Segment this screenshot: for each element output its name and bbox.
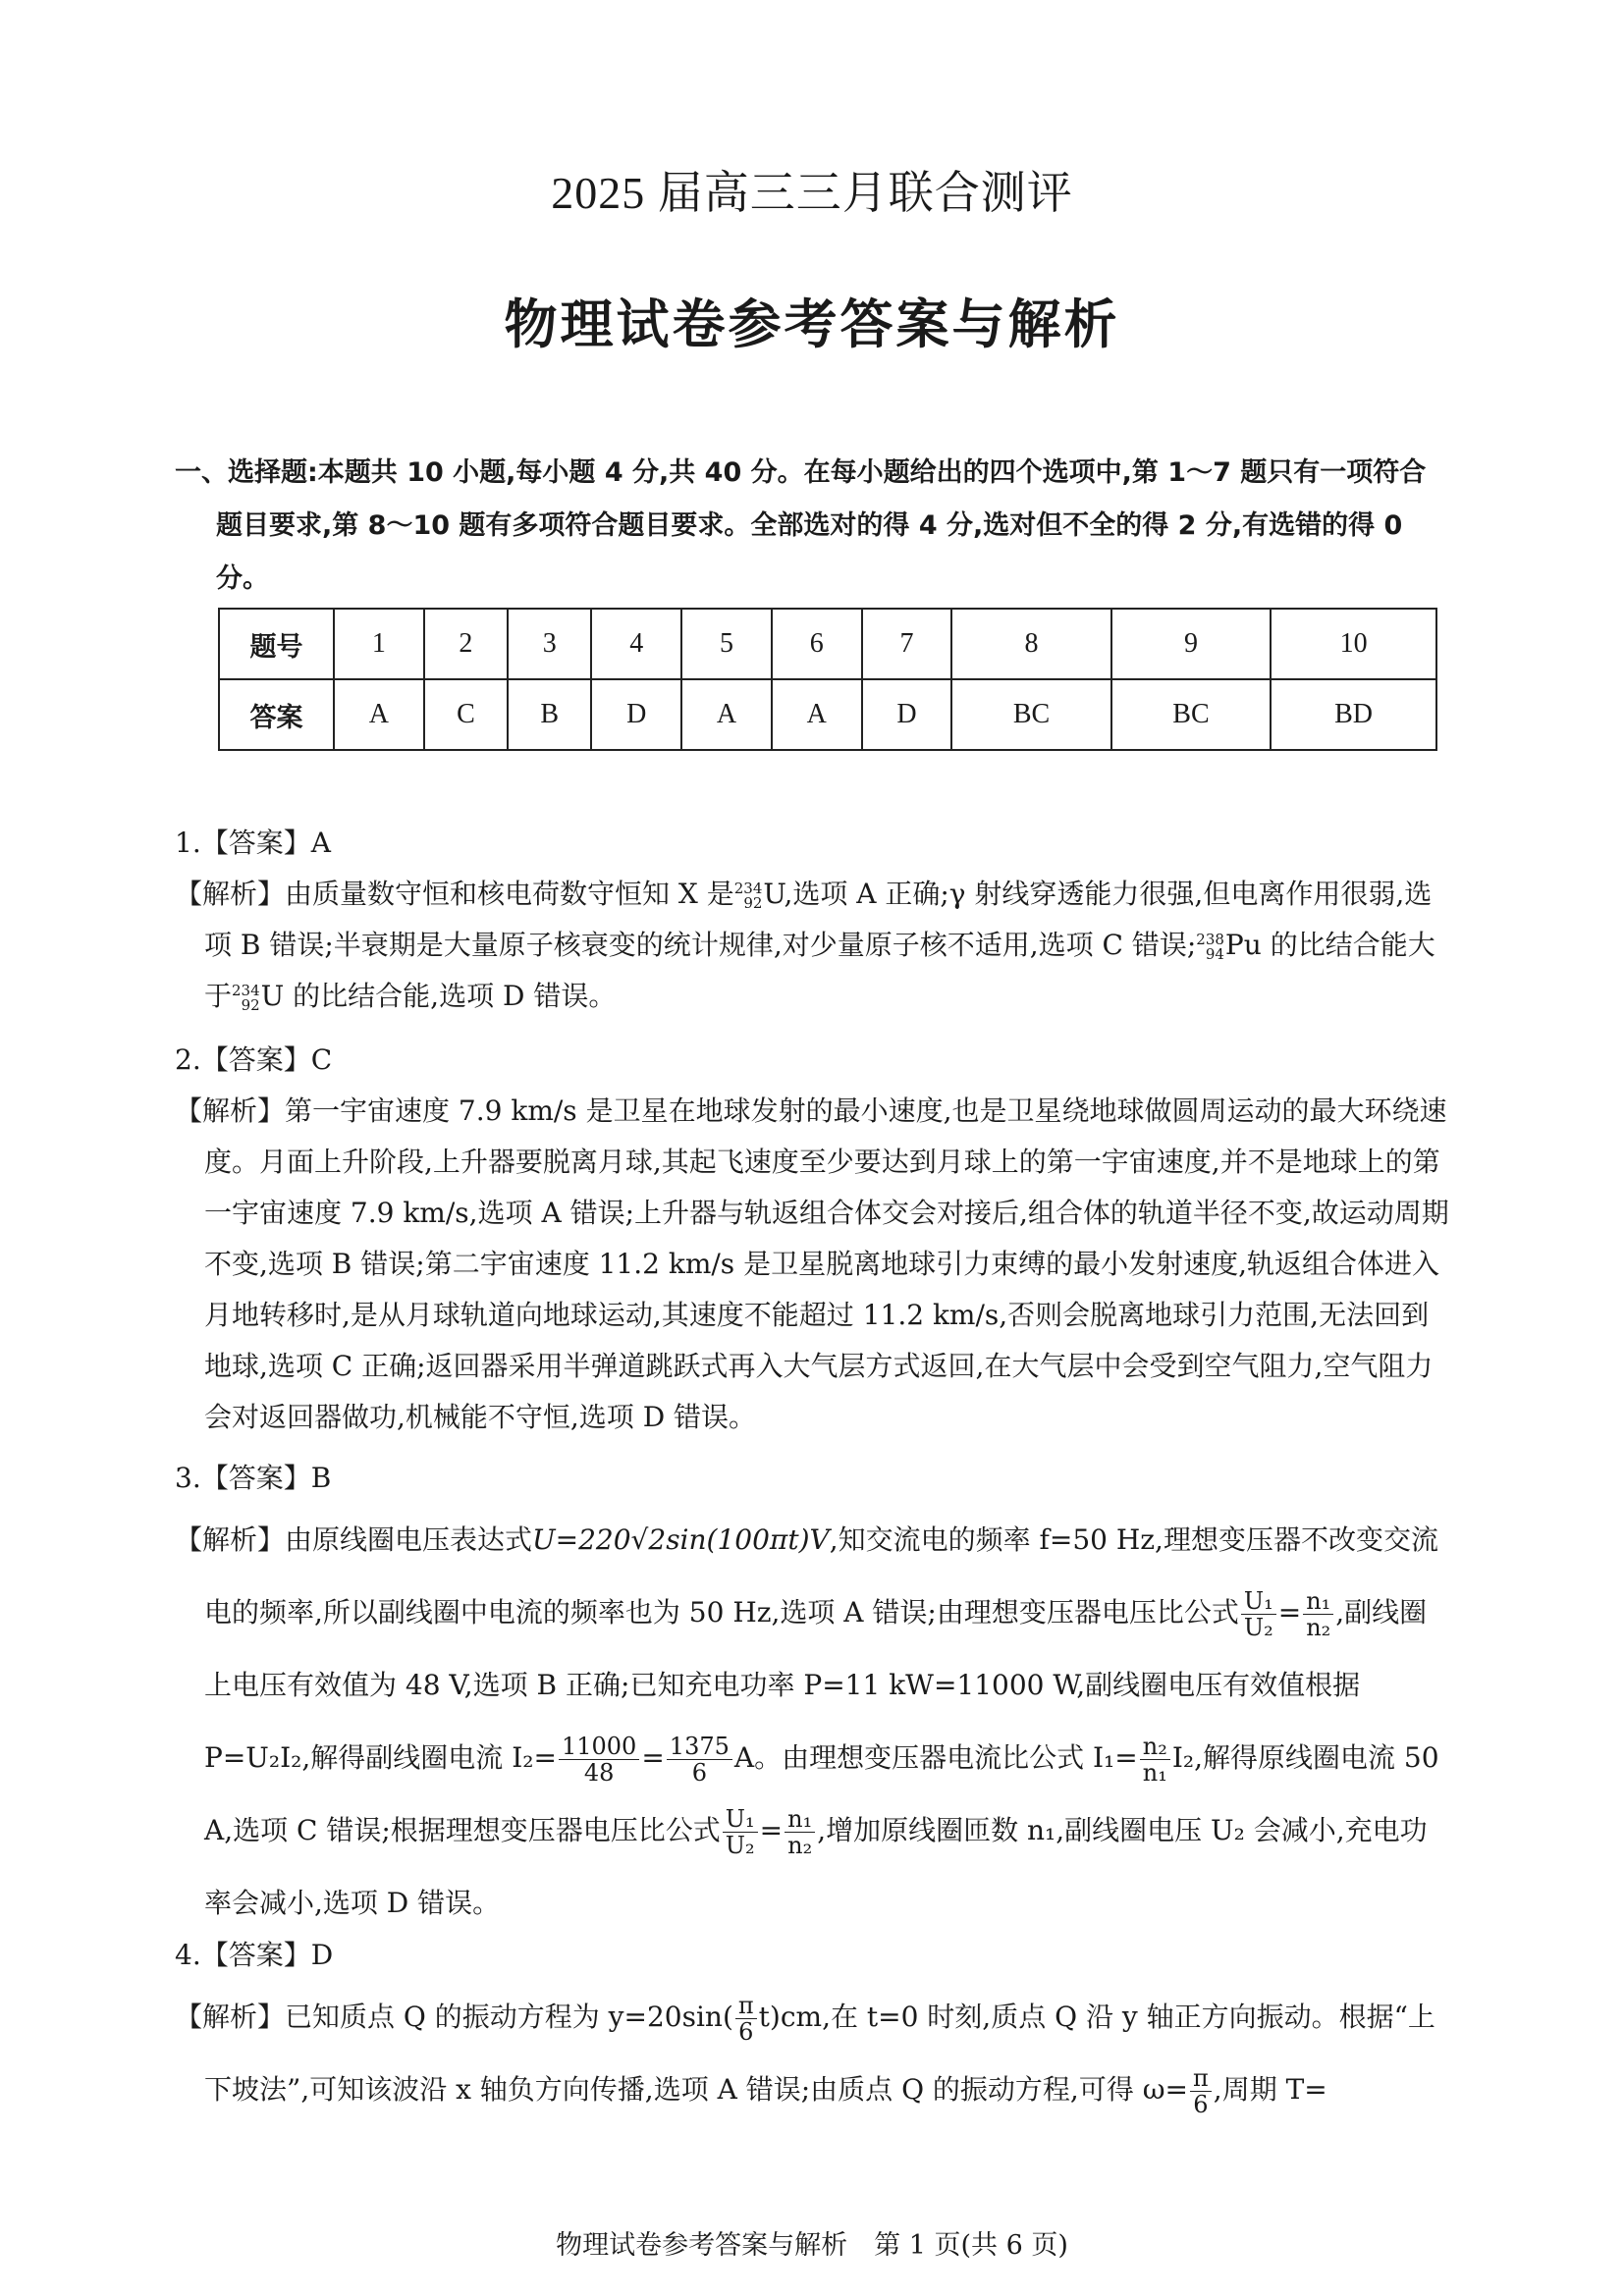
question-number-cell: 3 xyxy=(508,609,591,679)
question-number-cell: 7 xyxy=(862,609,952,679)
question-1-analysis xyxy=(175,869,1451,1022)
answer-table xyxy=(218,608,1437,751)
question-4-analysis xyxy=(175,1981,1451,2126)
fraction-denominator: n₂ xyxy=(787,1832,813,1859)
question-1-answer: 1.【答案】A xyxy=(175,827,331,859)
answer-cell: BC xyxy=(1111,679,1271,750)
element-symbol: U xyxy=(260,980,285,1012)
voltage-formula: U=220√2sin(100πt)V xyxy=(532,1523,830,1556)
analysis-text: I₂,解得原线圈电流 50 A,选项 C 错误;根据理想变压器电压比公式 xyxy=(204,1741,1439,1846)
question-number-cell: 9 xyxy=(1111,609,1271,679)
fraction-denominator: U₂ xyxy=(1243,1614,1273,1641)
analysis-label: 【解析】 xyxy=(175,1523,286,1556)
question-2-block xyxy=(175,1035,1451,1443)
isotope-notation xyxy=(1196,930,1224,963)
answer-cell: C xyxy=(424,679,508,750)
fraction-numerator: n₁ xyxy=(785,1806,815,1833)
question-3-answer: 3.【答案】B xyxy=(175,1462,332,1494)
question-2-answer: 2.【答案】C xyxy=(175,1043,333,1076)
question-number-cell: 5 xyxy=(681,609,772,679)
question-2-analysis xyxy=(175,1086,1451,1443)
atomic-number: 92 xyxy=(743,893,763,912)
element-symbol: U xyxy=(763,878,785,910)
element-symbol: Pu xyxy=(1224,929,1262,961)
answer-cell: B xyxy=(508,679,591,750)
question-number-cell: 6 xyxy=(772,609,862,679)
question-3-block xyxy=(175,1453,1451,1940)
analysis-text: ,选项 A 正确;γ 射线穿透能力很强,但电离作用很弱,选项 B 错误;半衰期是大量原子核衰变的统计规律,对少量原子核不适用,选项 C 错误; xyxy=(204,878,1433,961)
answer-cell: BD xyxy=(1271,679,1436,750)
current-ratio-fraction xyxy=(1140,1734,1170,1787)
analysis-text: 已知质点 Q 的振动方程为 y=20sin( xyxy=(285,2001,733,2033)
analysis-text: t)cm,在 t=0 时刻,质点 Q 沿 y 轴正方向振动。根据“上下坡法”,可知该波沿 x 轴负方向传播,选项 A 错误;由质点 Q 的振动方程,可得 ω= xyxy=(204,2001,1435,2106)
question-number-cell: 1 xyxy=(334,609,424,679)
document-title: 物理试卷参考答案与解析 xyxy=(504,294,1120,355)
analysis-text: ,知交流电的频率 f=50 Hz,理想变压器不改变交流电的频率,所以副线圈中电流的频率也为 50 Hz,选项 A 错误;由理想变压器电压比公式 xyxy=(204,1523,1438,1629)
answer-cell: A xyxy=(772,679,862,750)
fraction-numerator: n₂ xyxy=(1140,1734,1170,1760)
row-label-answer: 答案 xyxy=(219,679,334,750)
question-4-block xyxy=(175,1930,1451,2126)
atomic-number: 92 xyxy=(241,995,260,1014)
atomic-number: 94 xyxy=(1205,944,1224,963)
question-4-answer: 4.【答案】D xyxy=(175,1939,334,1971)
isotope-notation xyxy=(232,981,260,1014)
analysis-text: 第一宇宙速度 7.9 km/s 是卫星在地球发射的最小速度,也是卫星绕地球做圆周运动的最大环绕速度。月面上升阶段,上升器要脱离月球,其起飞速度至少要达到月球上的第一宇宙速度,并不是地球上的第一宇宙速度 7.9 km/s,选项 A 错误;上升器与轨返组合体交会对接后,组合体的轨道半径不变,故运动周期不变,选项 B 错误;第二宇宙速度 11.2 km/s 是卫星脱离地球引力束缚的最小发射速度,轨返组合体进入月地转移时,是从月球轨道向地球运动,其速度不能超过 11.2 km/s,否则会脱离地球引力范围,无法回到地球,选项 C 正确;返回器采用半弹道跳跃式再入大气层方式返回,在大气层中会受到空气阻力,空气阻力会对返回器做功,机械能不守恒,选项 D 错误。 xyxy=(204,1095,1449,1433)
analysis-text: ,副线圈上电压有效值为 48 V,选项 B 正确;已知充电功率 P=11 kW=11000 W,副线圈电压有效值根据 P=U₂I₂,解得副线圈电流 I₂= xyxy=(204,1596,1428,1774)
fraction-denominator: n₂ xyxy=(1306,1614,1331,1641)
answer-table-answer-row xyxy=(219,679,1436,750)
analysis-text: A。由理想变压器电流比公式 I₁= xyxy=(733,1741,1138,1774)
fraction-numerator: U₁ xyxy=(1241,1588,1276,1615)
mass-number: 234 xyxy=(232,981,260,999)
turns-ratio-fraction xyxy=(1303,1588,1333,1641)
voltage-ratio-fraction xyxy=(1241,1588,1276,1641)
answer-table-number-row xyxy=(219,609,1436,679)
fraction-numerator: n₁ xyxy=(1303,1588,1333,1615)
analysis-text: ,周期 T= xyxy=(1213,2073,1327,2106)
isotope-notation xyxy=(734,881,763,911)
question-number-cell: 10 xyxy=(1271,609,1436,679)
question-3-analysis: 【解析】由原线圈电压表达式U=220√2sin(100πt)V,知交流电的频率 f=50 Hz,理想变压器不改变交流电的频率,所以副线圈中电流的频率也为 50 Hz,选项 A 错误;由理想变压器电压比公式 $\frac{\text{U₁}}{\text{U₂}}$ = $\frac{\text{n₁}}{\text{n₂}}$ ,副线圈上电压有效值为 48 V,选项 B 正确;已知充电功率 P=11 kW=11000 W,副线圈电压有效值根据 P=U₂I₂,解得副线圈电流 I₂= $\frac{11000}{48}$ = $\frac{1375}{6}$ A。由理想变压器电流比公式 I₁= $\frac{\text{n₂}}{\text{n₁}}$ I₂,解得原线圈电流 50 A,选项 C 错误;根据理想变压器电压比公式 $\frac{\text{U₁}}{\text{U₂}}$ = $\frac{\text{n₁}}{\text{n₂}}$ ,增加原线圈匝数 n₁,副线圈电压 U₂ 会减小,充电功率会减小,选项 D 错误。 xyxy=(175,1523,1439,1919)
analysis-text: 由质量数守恒和核电荷数守恒知 X 是 xyxy=(285,878,734,910)
fraction-numerator: 11000 xyxy=(559,1734,639,1760)
turns-ratio-fraction xyxy=(785,1806,815,1859)
fraction-numerator: 1375 xyxy=(667,1734,732,1760)
answer-cell: A xyxy=(334,679,424,750)
row-label-number: 题号 xyxy=(219,609,334,679)
mass-number: 238 xyxy=(1196,930,1224,948)
fraction-denominator: 6 xyxy=(1193,2091,1209,2118)
question-number-cell: 8 xyxy=(951,609,1110,679)
section-instructions: 一、选择题:本题共 10 小题,每小题 4 分,共 40 分。在每小题给出的四个选项中,第 1～7 题只有一项符合题目要求,第 8～10 题有多项符合题目要求。全部选对的得 4 分,选对但不全的得 2 分,有选错的得 0 分。 xyxy=(175,457,1427,594)
mass-number: 234 xyxy=(733,879,763,897)
fraction-denominator: n₁ xyxy=(1142,1759,1167,1787)
page-footer: 物理试卷参考答案与解析 第 1 页(共 6 页) xyxy=(556,2230,1068,2261)
answer-cell: BC xyxy=(951,679,1110,750)
question-number-cell: 4 xyxy=(591,609,681,679)
fraction-numerator: π xyxy=(1190,2065,1212,2092)
fraction-denominator: 48 xyxy=(583,1759,615,1787)
analysis-text: ,增加原线圈匝数 n₁,副线圈电压 U₂ 会减小,充电功率会减小,选项 D 错误。 xyxy=(204,1814,1428,1919)
analysis-text: 的比结合能,选项 D 错误。 xyxy=(284,980,617,1012)
current-fraction-simplified xyxy=(667,1734,732,1787)
fraction-numerator: π xyxy=(735,1993,757,2019)
fraction-denominator: 6 xyxy=(691,1759,707,1787)
fraction-numerator: U₁ xyxy=(723,1806,758,1833)
analysis-label: 【解析】 xyxy=(175,2001,286,2033)
omega-fraction xyxy=(1190,2065,1212,2118)
exam-title: 2025 届高三三月联合测评 xyxy=(551,168,1073,218)
question-number-cell: 2 xyxy=(424,609,508,679)
answer-cell: D xyxy=(591,679,681,750)
voltage-ratio-fraction xyxy=(723,1806,758,1859)
fraction-denominator: U₂ xyxy=(725,1832,755,1859)
analysis-label: 【解析】 xyxy=(175,878,286,910)
analysis-text: 的比结合能大于 xyxy=(204,929,1435,1012)
analysis-text: 由原线圈电压表达式 xyxy=(285,1523,533,1556)
current-fraction xyxy=(559,1734,639,1787)
phase-fraction xyxy=(735,1993,757,2046)
analysis-label: 【解析】 xyxy=(175,1095,286,1127)
question-1-block xyxy=(175,818,1451,1022)
fraction-denominator: 6 xyxy=(738,2018,754,2046)
answer-cell: A xyxy=(681,679,772,750)
answer-cell: D xyxy=(862,679,952,750)
